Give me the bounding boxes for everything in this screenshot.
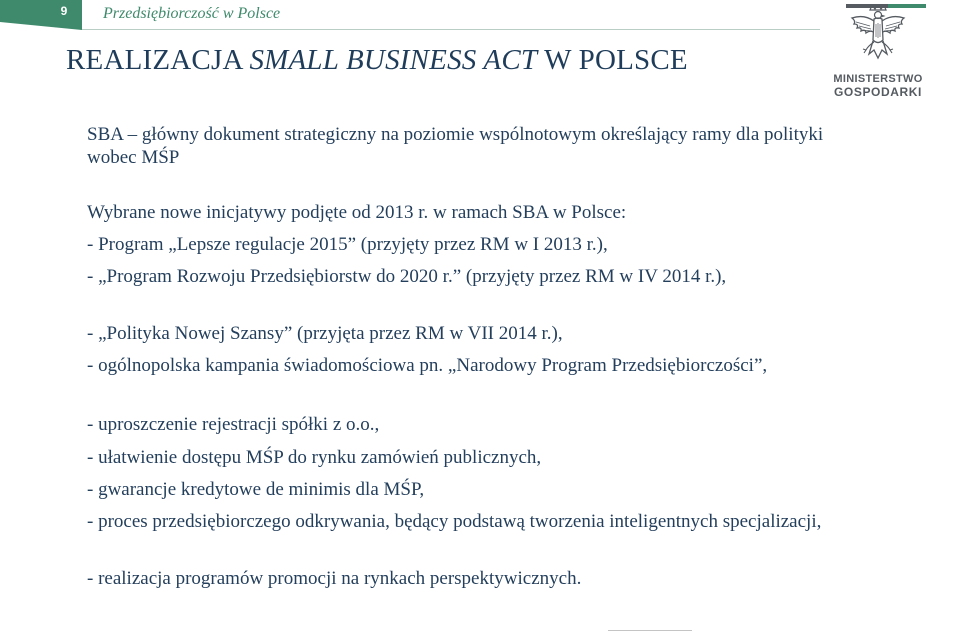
eagle-emblem-icon xyxy=(846,4,910,68)
list-item: - gwarancje kredytowe de minimis dla MŚP, xyxy=(87,479,425,500)
slide-title-italic: SMALL BUSINESS ACT xyxy=(249,44,538,76)
logo-color-stripe xyxy=(846,4,926,8)
page-number: 9 xyxy=(60,4,68,18)
list-item: - ogólnopolska kampania świadomościowa pn. „Narodowy Program Przedsiębiorczości”, xyxy=(87,355,768,376)
list-item: - uproszczenie rejestracji spółki z o.o., xyxy=(87,414,380,435)
list-item: - „Polityka Nowej Szansy” (przyjęta przez RM w VII 2014 r.), xyxy=(87,323,563,344)
list-item: - realizacja programów promocji na rynkach perspektywicznych. xyxy=(87,568,582,589)
sba-intro: SBA – główny dokument strategiczny na poziomie wspólnotowym określający ramy dla polityki wobec MŚP xyxy=(87,124,824,168)
slide-title xyxy=(66,44,688,77)
running-title: Przedsiębiorczość w Polsce xyxy=(103,5,281,22)
list-item: - „Program Rozwoju Przedsiębiorstw do 2020 r.” (przyjęty przez RM w IV 2014 r.), xyxy=(87,266,727,287)
ministry-logo xyxy=(830,4,926,116)
list-item: - proces przedsiębiorczego odkrywania, będący podstawą tworzenia inteligentnych specjalizacji, xyxy=(87,511,822,532)
logo-text-ministerstwo: MINISTERSTWO xyxy=(833,73,923,85)
slide-title-part1: REALIZACJA xyxy=(66,44,250,76)
initiatives-heading: Wybrane nowe inicjatywy podjęte od 2013 r. w ramach SBA w Polsce: xyxy=(87,202,627,223)
slide-title-part3: W POLSCE xyxy=(537,44,688,76)
header-divider xyxy=(82,29,820,30)
list-item: - ułatwienie dostępu MŚP do rynku zamówień publicznych, xyxy=(87,447,542,468)
list-item: - Program „Lepsze regulacje 2015” (przyjęty przez RM w I 2013 r.), xyxy=(87,234,608,255)
footer-divider xyxy=(608,630,692,631)
page-number-tab xyxy=(0,0,82,30)
logo-text-gospodarki: GOSPODARKI xyxy=(833,85,922,99)
